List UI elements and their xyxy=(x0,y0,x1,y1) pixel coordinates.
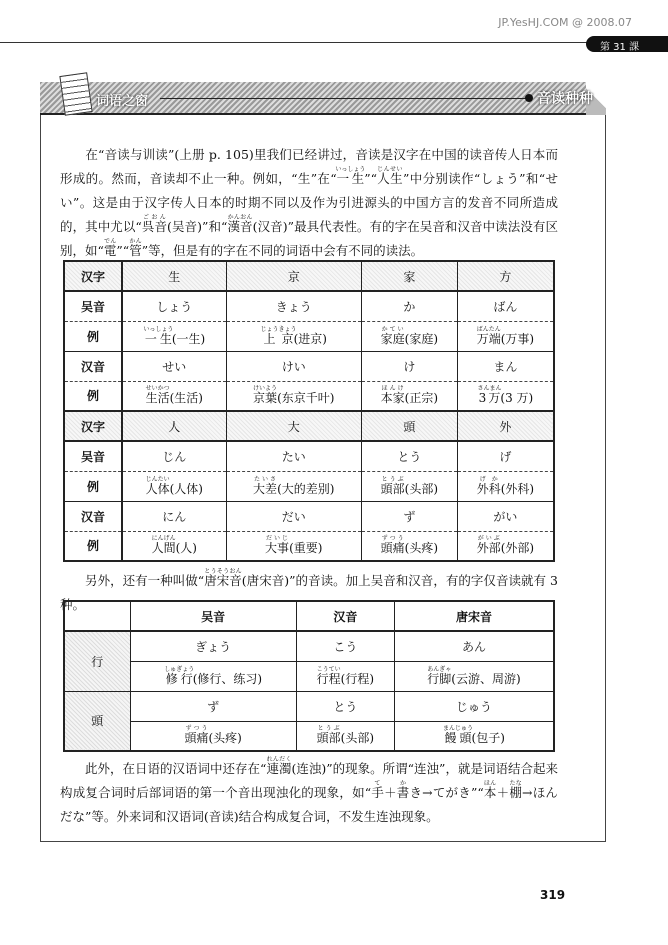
text-segment: →ほんだな”等。外来词和汉语词(音读)结合构成复合词，不发生连浊现象。 xyxy=(60,785,558,824)
furigana: せいかつ xyxy=(145,385,170,393)
example-gloss: (人) xyxy=(175,541,197,556)
furigana: ごおん xyxy=(141,214,167,221)
example-cell xyxy=(361,321,457,351)
example-cell xyxy=(296,721,394,751)
reading-cell: とう xyxy=(296,691,394,721)
table-cell: 大 xyxy=(226,411,361,441)
furigana: かんおん xyxy=(227,214,253,221)
example-gloss: (一生) xyxy=(171,331,206,346)
furigana: ずつう xyxy=(184,725,209,733)
ruby-word: 頭痛ずつう xyxy=(380,535,405,556)
text-segment: 此外，在日语的汉语词中还存在“ xyxy=(60,761,267,776)
text-segment: ”“ xyxy=(116,243,130,258)
topic-title: 音读种种 xyxy=(537,91,593,107)
example-cell xyxy=(296,661,394,691)
page-number: 319 xyxy=(540,888,566,902)
furigana: て xyxy=(371,780,384,787)
table-cell: げ xyxy=(457,441,554,471)
furigana: かてい xyxy=(380,325,405,333)
header-rule xyxy=(0,42,588,43)
column-header: 唐宋音 xyxy=(394,601,554,631)
text-segment: ”等，但是有的字在不同的词语中会有不同的读法。 xyxy=(141,243,424,258)
ruby-word: 頭部とうぶ xyxy=(316,725,341,746)
section-title: 词语之窗 xyxy=(96,94,149,109)
example-cell xyxy=(122,471,226,501)
ruby-word: 漢音かんおん xyxy=(227,214,253,234)
table-cell: とう xyxy=(361,441,457,471)
example-gloss: (云游、周游) xyxy=(451,671,521,686)
header-row xyxy=(64,601,554,631)
text-segment: ”“ xyxy=(364,171,377,186)
ruby-word: 人間にんげん xyxy=(151,535,176,556)
row-label: 例 xyxy=(64,321,122,351)
table-cell: しょう xyxy=(122,291,226,321)
furigana: いっしょう xyxy=(143,325,174,333)
furigana: にんげん xyxy=(151,535,176,543)
ruby-word: 本ほん xyxy=(483,780,497,800)
table-row xyxy=(64,351,554,381)
text-segment: (吴音)”和“ xyxy=(167,219,228,234)
row-label: 例 xyxy=(64,471,122,501)
example-gloss: (3 万) xyxy=(500,391,534,406)
furigana: たな xyxy=(509,780,522,787)
example-cell xyxy=(226,471,361,501)
table-cell: ばん xyxy=(457,291,554,321)
table-cell: せい xyxy=(122,351,226,381)
reading-cell: ず xyxy=(130,691,296,721)
example-cell xyxy=(457,531,554,561)
furigana: たいさ xyxy=(253,475,278,483)
example-gloss: (生活) xyxy=(169,391,203,406)
example-cell xyxy=(361,531,457,561)
example-cell xyxy=(457,471,554,501)
text-segment: ”中分别读作“しょう”和“せい”。这是由于汉字传人日本的时期不同以及作为引进源头的中国方言的发音不同所造成的，其中尤以“ xyxy=(60,171,558,234)
ruby-word: 一生いっしょう xyxy=(143,325,174,346)
reading-cell: あん xyxy=(394,631,554,661)
ruby-word: 生活せいかつ xyxy=(145,385,170,406)
ruby-word: 饅頭まんじゅう xyxy=(443,725,474,746)
example-cell xyxy=(122,531,226,561)
row-kanji: 頭 xyxy=(64,691,130,751)
example-gloss: (人体) xyxy=(169,481,203,496)
ruby-word: 書か xyxy=(396,780,410,800)
table-row xyxy=(64,721,554,751)
table-cell: 外 xyxy=(457,411,554,441)
text-segment: (连浊)”的现象。所谓“连浊”，就是词语结合起来构成复合词时后部词语的第一个音出现浊化的现象，如“ xyxy=(60,761,558,800)
example-gloss: (行程) xyxy=(340,671,375,686)
example-gloss: (包子) xyxy=(471,731,505,746)
column-header: 吴音 xyxy=(130,601,296,631)
table-row xyxy=(64,441,554,471)
table-cell: たい xyxy=(226,441,361,471)
furigana: じんたい xyxy=(145,475,170,483)
table-row xyxy=(64,631,554,661)
table-row xyxy=(64,261,554,291)
ruby-word: 外科げか xyxy=(476,475,501,496)
furigana: とうそうおん xyxy=(204,568,242,575)
banner-line xyxy=(160,98,528,99)
notepad-icon xyxy=(59,72,92,116)
text-segment: 在“音读与训读”(上册 p. 105)里我们已经讲过，音读是汉字在中国的读音传人日本而形成的。然而，音读却不止一种。例如，“生”在“ xyxy=(60,147,558,186)
ruby-word: 京葉けいよう xyxy=(253,385,278,406)
text-segment: (唐宋音)”的音读。加上吴音和汉音，有的字仅音读就有 3 种。 xyxy=(60,573,558,612)
table-cell: まん xyxy=(457,351,554,381)
row-kanji: 行 xyxy=(64,631,130,691)
ruby-word: 家庭かてい xyxy=(380,325,405,346)
example-gloss: (修行、练习) xyxy=(192,671,263,686)
row-label: 汉字 xyxy=(64,411,122,441)
furigana: ばんたん xyxy=(476,325,501,333)
table-row xyxy=(64,691,554,721)
example-cell xyxy=(130,721,296,751)
example-gloss: (进京) xyxy=(293,331,327,346)
furigana: ずつう xyxy=(380,535,405,543)
ruby-word: 連濁れんだく xyxy=(266,756,292,776)
ruby-word: 大事だいじ xyxy=(265,535,290,556)
table-cell: 人 xyxy=(122,411,226,441)
furigana: ほん xyxy=(483,780,497,787)
ruby-word: 管かん xyxy=(129,238,142,258)
furigana: けいよう xyxy=(253,385,278,393)
furigana: しゅぎょう xyxy=(164,665,195,673)
example-cell xyxy=(394,661,554,691)
text-segment: ＋ xyxy=(496,785,510,800)
furigana: か xyxy=(396,780,410,787)
example-cell xyxy=(394,721,554,751)
example-gloss: (头疼) xyxy=(404,541,439,556)
example-cell xyxy=(122,381,226,411)
watermark: JP.YesHJ.COM @ 2008.07 xyxy=(498,16,632,29)
three-readings-table xyxy=(63,600,555,752)
ruby-word: 一生いっしょう xyxy=(335,166,366,186)
furigana: じょうきょう xyxy=(260,325,297,333)
table-cell: じん xyxy=(122,441,226,471)
table-row xyxy=(64,531,554,561)
row-label: 例 xyxy=(64,531,122,561)
corner-cell xyxy=(64,601,130,631)
table-row xyxy=(64,471,554,501)
table-cell: か xyxy=(361,291,457,321)
furigana: さんまん xyxy=(477,385,502,393)
example-cell xyxy=(226,531,361,561)
table-row xyxy=(64,501,554,531)
furigana: ほんけ xyxy=(380,385,405,393)
table-cell: にん xyxy=(122,501,226,531)
table-row xyxy=(64,381,554,411)
furigana: じんせい xyxy=(376,166,403,173)
table-cell: 生 xyxy=(122,261,226,291)
furigana: かん xyxy=(129,238,142,245)
table-row xyxy=(64,661,554,691)
ruby-word: 頭痛ずつう xyxy=(184,725,209,746)
row-label: 吴音 xyxy=(64,291,122,321)
example-cell xyxy=(361,381,457,411)
ruby-word: 行程こうてい xyxy=(316,665,341,686)
example-cell xyxy=(457,381,554,411)
ruby-word: 本家ほんけ xyxy=(380,385,405,406)
furigana: とうぶ xyxy=(316,725,341,733)
example-cell xyxy=(226,321,361,351)
row-label: 汉音 xyxy=(64,351,122,381)
reading-cell: じゅう xyxy=(394,691,554,721)
example-gloss: (头疼) xyxy=(208,731,242,746)
example-cell xyxy=(361,471,457,501)
table-cell: がい xyxy=(457,501,554,531)
ruby-word: 唐宋音とうそうおん xyxy=(204,568,242,588)
furigana: いっしょう xyxy=(335,166,366,173)
rendaku-paragraph xyxy=(60,756,558,829)
table-cell: 方 xyxy=(457,261,554,291)
ruby-word: 修行しゅぎょう xyxy=(164,665,195,686)
row-label: 吴音 xyxy=(64,441,122,471)
ruby-word: 万端ばんたん xyxy=(476,325,501,346)
table-row xyxy=(64,291,554,321)
ruby-word: 外部がいぶ xyxy=(476,535,501,556)
example-gloss: (万事) xyxy=(500,331,535,346)
table-cell: ず xyxy=(361,501,457,531)
text-segment: (汉音)”最具代表性。有的字在吴音和汉音中读法没有区别，如“ xyxy=(60,219,558,258)
furigana: まんじゅう xyxy=(443,725,474,733)
example-cell xyxy=(122,321,226,351)
row-label: 汉字 xyxy=(64,261,122,291)
table-cell: だい xyxy=(226,501,361,531)
example-gloss: (外科) xyxy=(500,481,535,496)
furigana: だいじ xyxy=(265,535,290,543)
furigana: げか xyxy=(476,475,501,483)
furigana: あんぎゃ xyxy=(427,665,452,673)
column-header: 汉音 xyxy=(296,601,394,631)
ruby-word: 上京じょうきょう xyxy=(260,325,297,346)
ruby-word: 大差たいさ xyxy=(253,475,278,496)
table-row xyxy=(64,411,554,441)
ruby-word: 電でん xyxy=(103,238,117,258)
ruby-word: 人体じんたい xyxy=(145,475,170,496)
example-gloss: (正宗) xyxy=(404,391,439,406)
example-gloss: (东京千叶) xyxy=(277,391,335,406)
table-cell: 家 xyxy=(361,261,457,291)
example-gloss: (头部) xyxy=(340,731,375,746)
text-segment: 另外，还有一种叫做“ xyxy=(60,573,205,588)
table-cell: きょう xyxy=(226,291,361,321)
furigana: がいぶ xyxy=(476,535,501,543)
reading-cell: ぎょう xyxy=(130,631,296,661)
bullet-icon xyxy=(525,94,533,102)
ruby-word: 3万さんまん xyxy=(477,385,502,406)
row-label: 汉音 xyxy=(64,501,122,531)
example-gloss: (外部) xyxy=(500,541,535,556)
example-gloss: (家庭) xyxy=(404,331,439,346)
ruby-word: 頭部とうぶ xyxy=(380,475,405,496)
example-cell xyxy=(130,661,296,691)
example-cell xyxy=(457,321,554,351)
reading-cell: こう xyxy=(296,631,394,661)
table-cell: け xyxy=(361,351,457,381)
furigana: こうてい xyxy=(316,665,341,673)
lesson-tab: 第 31 課 xyxy=(586,36,668,52)
example-cell xyxy=(226,381,361,411)
table-cell: けい xyxy=(226,351,361,381)
ruby-word: 手て xyxy=(371,780,385,800)
ruby-word: 行脚あんぎゃ xyxy=(427,665,452,686)
furigana: れんだく xyxy=(266,756,292,763)
text-segment: ＋ xyxy=(384,785,397,800)
example-gloss: (头部) xyxy=(404,481,439,496)
ruby-word: 棚たな xyxy=(509,780,523,800)
table-cell: 京 xyxy=(226,261,361,291)
table-row xyxy=(64,321,554,351)
example-gloss: (重要) xyxy=(289,541,323,556)
ruby-word: 人生じんせい xyxy=(376,166,403,186)
reading-table xyxy=(63,260,555,562)
intro-paragraph xyxy=(60,143,558,263)
example-gloss: (大的差别) xyxy=(277,481,335,496)
furigana: とうぶ xyxy=(380,475,405,483)
furigana: でん xyxy=(103,238,117,245)
row-label: 例 xyxy=(64,381,122,411)
table-cell: 頭 xyxy=(361,411,457,441)
ruby-word: 呉音ごおん xyxy=(141,214,168,234)
text-segment: き→てがき”“ xyxy=(409,785,484,800)
